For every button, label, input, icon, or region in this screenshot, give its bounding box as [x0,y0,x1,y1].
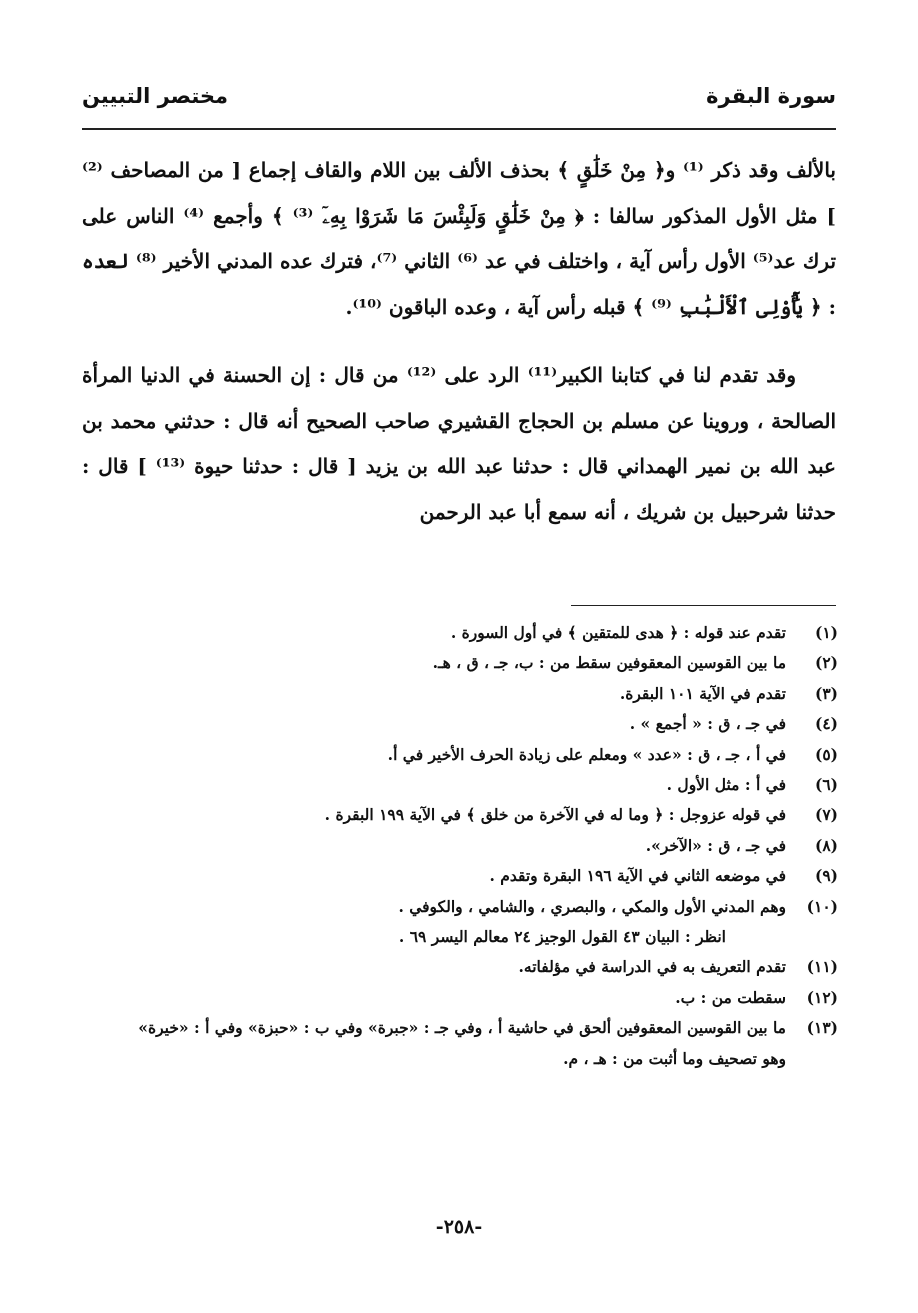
running-header [82,70,836,122]
footnote-number: (١٢) [806,987,838,1007]
footnote-number: (٩) [814,866,838,886]
footnote [70,831,846,861]
footnote-text: ما بين القوسين المعقوفين ألحق في حاشية أ ، وفي جـ : «جبرة» وفي ب : «حبزة» وفي أ : «خيرة» [138,1018,786,1038]
footnote [70,983,846,1013]
footnote-number: (١١) [806,957,838,977]
footnote-separator [571,605,836,606]
footnote-number: (٤) [814,714,838,734]
footnote-text: وهم المدني الأول والمكي ، والبصري ، والشامي ، والكوفي . [398,896,786,916]
footnote-text: في أ : مثل الأول . [666,775,786,795]
footnote [70,770,846,800]
footnote [70,892,846,922]
footnote-text: تقدم عند قوله : ﴿ هدى للمتقين ﴾ في أول السورة . [450,623,786,642]
footnote-text: وهو تصحيف وما أثبت من : هـ ، م. [563,1048,786,1068]
footnote-text: في جـ ، ق : «الآخر». [645,835,786,855]
footnote [70,861,846,891]
footnote-text: تقدم في الآية ١٠١ البقرة. [619,683,786,703]
footnote-number: (٨) [814,835,838,855]
footnote [70,648,846,678]
paragraph: بالألف وقد ذكر ⁽¹⁾ و﴿ مِنْ خَلَٰقٍ ﴾ بحذف الألف بين اللام والقاف إجماع [ من المصاحف ⁽²⁾ ] مثل الأول المذكور سالفا : ﴿ مِنْ خَلَٰقٍ وَلَبِئْسَ مَا شَرَوْا بِهِۦٓ ⁽³⁾ ﴾ وأجمع ⁽⁴⁾ الناس على ترك عد⁽⁵⁾ الأول رأس آية ، واختلف في عد ⁽⁶⁾ الثاني ⁽⁷⁾، فترك عده المدني الأخير ⁽⁸⁾ لعده : ﴿ يَٰٓأُوْلِى ٱلْأَلْبَٰبِ ⁽⁹⁾ ﴾ قبله رأس آية ، وعده الباقون ⁽¹⁰⁾. [82,158,837,319]
footnote [70,740,846,770]
footnote-continuation [70,1044,846,1074]
footnote-text: ما بين القوسين المعقوفين سقط من : ب، جـ ، ق ، هـ. [432,653,786,673]
footnote [70,618,846,648]
footnote-text: في موضعه الثاني في الآية ١٩٦ البقرة وتقدم . [489,866,786,886]
page-number: -٢٥٨- [435,1216,483,1238]
main-text [82,148,836,535]
footnotes-list [70,618,846,1074]
footnote-text: في قوله عزوجل : ﴿ وما له في الآخرة من خلق ﴾ في الآية ١٩٩ البقرة . [324,805,786,825]
footnote-continuation [70,922,846,952]
surah-title: سورة البقرة [706,84,836,108]
footnote-text: في جـ ، ق : « أجمع » . [629,714,786,734]
footnote-number: (١٣) [806,1018,838,1038]
book-title: مختصر التبيين [82,84,229,108]
footnote [70,709,846,739]
paragraph: وقد تقدم لنا في كتابنا الكبير⁽¹¹⁾ الرد على ⁽¹²⁾ من قال : إن الحسنة في الدنيا المرأة الصالحة ، وروينا عن مسلم بن الحجاج القشيري صاحب الصحيح أنه قال : حدثني محمد بن عبد الله بن نمير الهمداني قال : حدثنا عبد الله بن يزيد [ قال : حدثنا حيوة ⁽¹³⁾ ] قال : حدثنا شرحبيل بن شريك ، أنه سمع أبا عبد الرحمن [82,363,836,524]
footnote [70,1013,846,1043]
footnote-number: (١) [814,623,838,642]
footnote-text: سقطت من : ب. [675,987,786,1007]
footnote [70,800,846,830]
footnote-number: (٦) [814,775,838,795]
footnote-number: (١٠) [806,896,838,916]
footnote-number: (٥) [814,744,838,764]
footnote [70,952,846,982]
footnote [70,679,846,709]
header-rule [82,128,836,130]
footnote-text: انظر : البيان ٤٣ القول الوجيز ٢٤ معالم اليسر ٦٩ . [398,927,726,947]
footnote-number: (٢) [814,653,838,673]
footnote-number: (٧) [814,805,838,825]
footnote-text: في أ ، جـ ، ق : «عدد » ومعلم على زيادة الحرف الأخير في أ. [387,744,786,764]
footnote-text: تقدم التعريف به في الدراسة في مؤلفاته. [518,957,786,977]
footnote-number: (٣) [814,683,838,703]
